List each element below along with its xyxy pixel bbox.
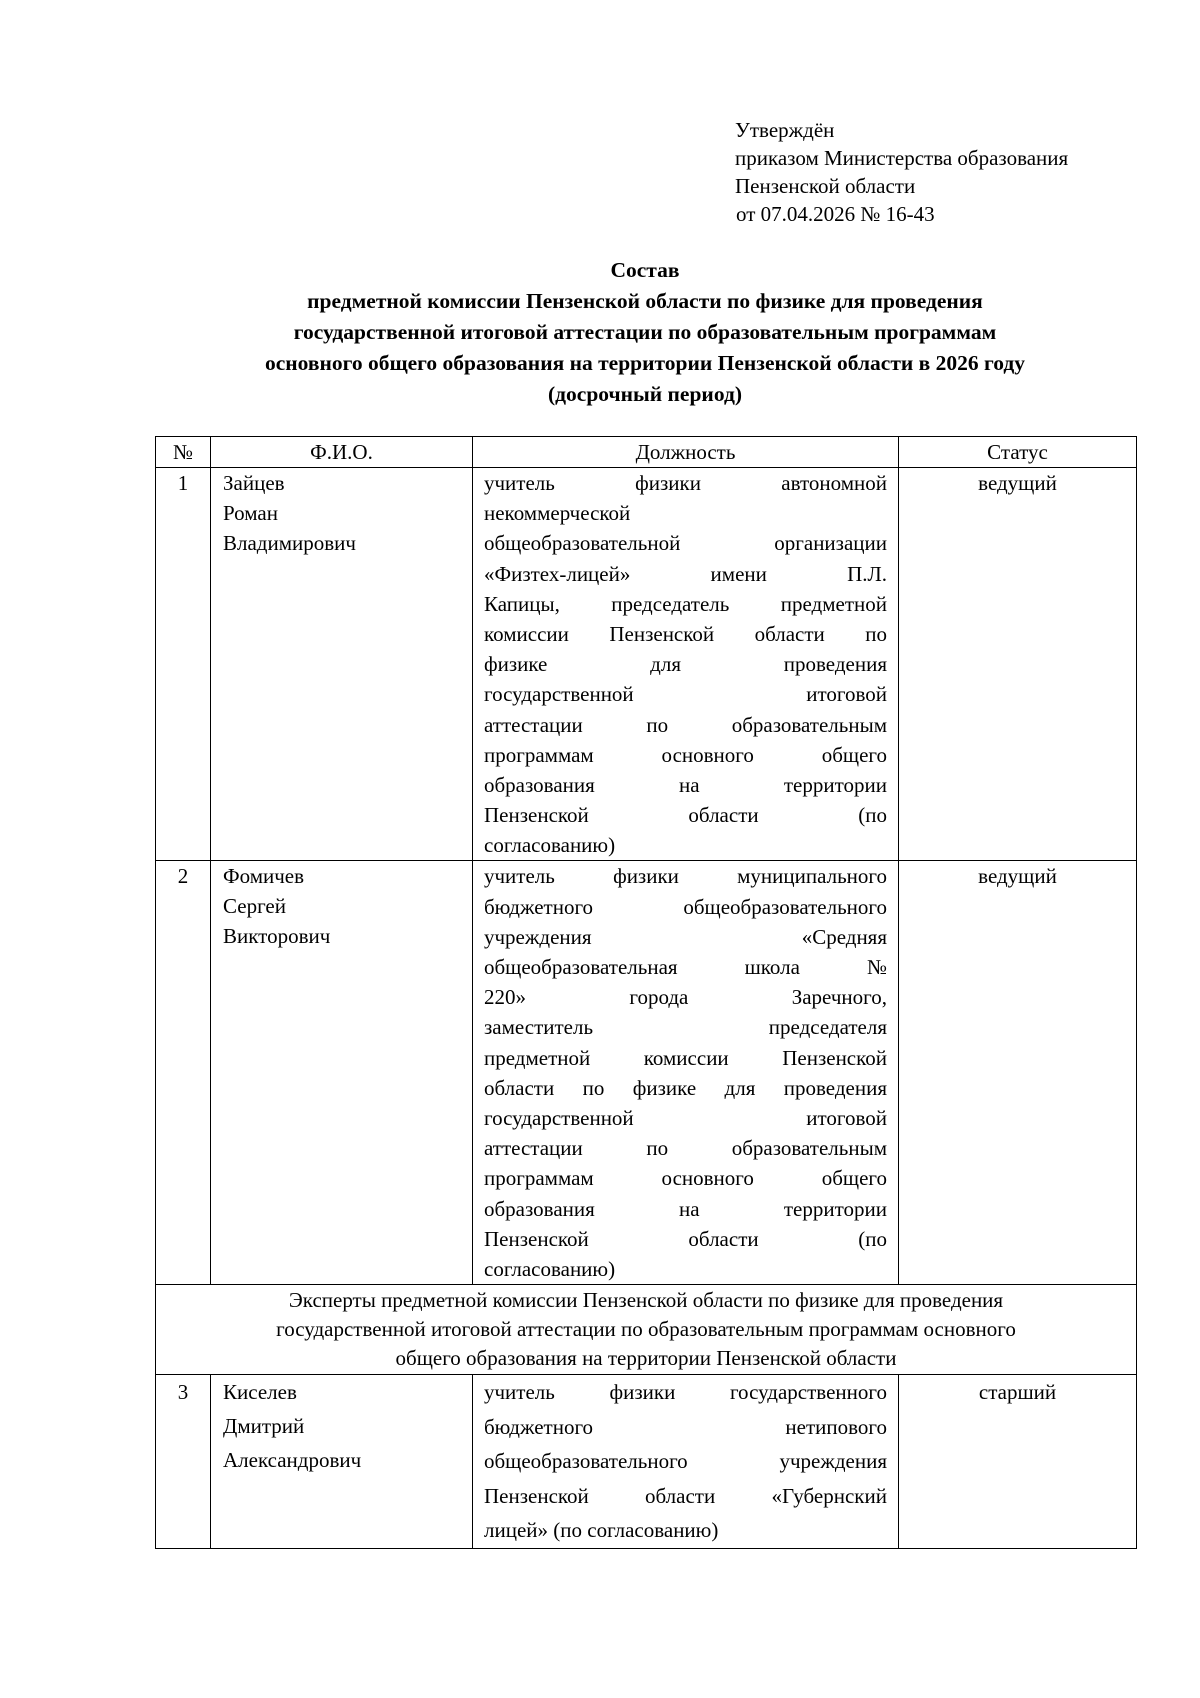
table-row: [156, 1375, 1137, 1549]
member-status: ведущий: [899, 861, 1137, 1285]
row-number: 1: [156, 468, 211, 861]
member-name-part: Дмитрий: [223, 1414, 305, 1439]
position-line: 220» города Заречного,: [484, 985, 887, 1010]
member-name-part: Зайцев: [223, 471, 285, 495]
position-line: программам основного общего: [484, 742, 887, 767]
position-line: общеобразовательной организации: [484, 531, 887, 556]
member-name: [211, 468, 473, 861]
commission-table: [155, 436, 1137, 1549]
position-line: согласованию): [484, 1256, 616, 1281]
position-line: физике для проведения: [484, 652, 887, 677]
member-name-part: Фомичев: [223, 864, 305, 889]
position-line: Пензенской области (по: [484, 803, 887, 828]
member-status: старший: [899, 1375, 1137, 1549]
approval-block: [735, 116, 1068, 228]
position-line: государственной итоговой: [484, 682, 887, 707]
position-line: программам основного общего: [484, 1166, 887, 1191]
position-line: общеобразовательного учреждения: [484, 1449, 887, 1474]
member-position: [473, 1375, 899, 1549]
section-heading-line: общего образования на территории Пензенской области: [395, 1346, 897, 1371]
section-row: [156, 1285, 1137, 1375]
row-number: 3: [156, 1375, 211, 1549]
member-status: ведущий: [899, 468, 1137, 861]
member-name-part: Александрович: [223, 1448, 362, 1473]
position-line: государственной итоговой: [484, 1105, 887, 1130]
position-line: аттестации по образовательным: [484, 1136, 887, 1161]
position-line: «Физтех-лицей» имени П.Л.: [484, 561, 887, 586]
member-name-part: Владимирович: [223, 531, 356, 555]
header-num: №: [156, 437, 211, 468]
header-position: Должность: [473, 437, 899, 468]
table-row: [156, 468, 1137, 861]
position-line: учитель физики муниципального: [484, 864, 887, 889]
position-line: Пензенской области «Губернский: [484, 1483, 887, 1508]
position-line: Капицы, председатель предметной: [484, 591, 887, 616]
position-line: бюджетного нетипового: [484, 1414, 887, 1439]
approval-line-region: Пензенской области: [735, 174, 916, 198]
position-line: области по физике для проведения: [484, 1075, 887, 1100]
position-line: учитель физики автономной: [484, 471, 887, 495]
member-name-part: Киселев: [223, 1380, 297, 1405]
member-name-part: Викторович: [223, 924, 331, 949]
member-name: [211, 1375, 473, 1549]
section-heading-line: государственной итоговой аттестации по образовательным программам основного: [276, 1317, 1016, 1342]
approval-line-order: приказом Министерства образования: [735, 146, 1069, 170]
title-line-2: предметной комиссии Пензенской области по физике для проведения: [307, 289, 983, 313]
position-line: заместитель председателя: [484, 1015, 887, 1040]
position-line: согласованию): [484, 833, 616, 858]
position-line: аттестации по образовательным: [484, 712, 887, 737]
position-line: учитель физики государственного: [484, 1380, 887, 1405]
position-line: некоммерческой: [484, 501, 631, 526]
title-line-4: основного общего образования на территории Пензенской области в 2026 году: [264, 351, 1026, 375]
position-line: учреждения «Средняя: [484, 924, 887, 949]
title-line-1: Состав: [610, 258, 680, 282]
title-line-5: (досрочный период): [548, 382, 742, 406]
table-row: [156, 861, 1137, 1285]
position-line: общеобразовательная школа №: [484, 955, 887, 979]
position-line: образования на территории: [484, 772, 887, 797]
title-line-3: государственной итоговой аттестации по образовательным программам: [293, 320, 997, 344]
member-name-part: Сергей: [223, 894, 286, 919]
member-position: [473, 861, 899, 1285]
position-line: предметной комиссии Пензенской: [484, 1045, 887, 1070]
header-name: Ф.И.О.: [211, 437, 473, 468]
member-name: [211, 861, 473, 1285]
member-position: [473, 468, 899, 861]
position-line: комиссии Пензенской области по: [484, 621, 887, 646]
member-name-part: Роман: [223, 501, 278, 525]
position-line: бюджетного общеобразовательного: [484, 894, 887, 919]
position-line: Пензенской области (по: [484, 1226, 887, 1251]
header-status: Статус: [899, 437, 1137, 468]
document-title: [150, 255, 1140, 410]
approval-line-approved: Утверждён: [735, 118, 835, 142]
experts-section-heading: [156, 1285, 1137, 1375]
section-heading-line: Эксперты предметной комиссии Пензенской области по физике для проведения: [288, 1288, 1004, 1313]
approval-line-date: от 07.04.2026 № 16-43: [736, 202, 935, 226]
table-header-row: [156, 437, 1137, 468]
position-line: лицей» (по согласованию): [484, 1518, 719, 1543]
position-line: образования на территории: [484, 1196, 887, 1221]
row-number: 2: [156, 861, 211, 1285]
